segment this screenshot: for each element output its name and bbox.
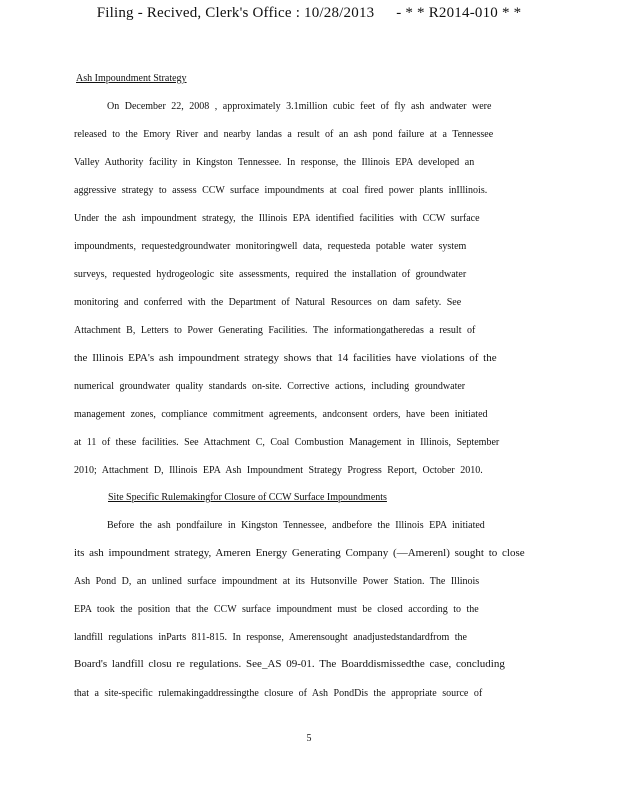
paragraph-line: released to the Emory River and nearby landas a result of an ash pond failure at a Tennessee	[74, 129, 494, 140]
paragraph-line: 2010; Attachment D, Illinois EPA Ash Impoundment Strategy Progress Report, October 2010.	[74, 465, 483, 476]
paragraph-line: its ash impoundment strategy, Ameren Energy Generating Company (—Amerenl) sought to close	[74, 547, 525, 559]
paragraph-line: surveys, requested hydrogeologic site assessments, required the installation of groundwater	[74, 269, 467, 280]
paragraph-line: management zones, compliance commitment agreements, andconsent orders, have been initiated	[74, 409, 488, 420]
paragraph-line: impoundments, requestedgroundwater monitoringwell data, requesteda potable water system	[74, 241, 467, 252]
paragraph-line: EPA took the position that the CCW surface impoundment must be closed according to the	[74, 604, 479, 615]
section-heading-site-specific-rulemaking: Site Specific Rulemakingfor Closure of CCW Surface Impoundments	[108, 492, 387, 503]
paragraph-line: at 11 of these facilities. See Attachment C, Coal Combustion Management in Illinois, September	[74, 437, 500, 448]
paragraph-line: Before the ash pondfailure in Kingston Tennessee, andbefore the Illinois EPA initiated	[107, 520, 485, 531]
paragraph-line: that a site-specific rulemakingaddressingthe closure of Ash PondDis the appropriate source of	[74, 688, 483, 699]
paragraph-line: Board's landfill closu re regulations. See_AS 09-01. The Boarddismissedthe case, concluding	[74, 658, 505, 670]
paragraph-line: the Illinois EPA's ash impoundment strategy shows that 14 facilities have violations of the	[74, 352, 497, 364]
filing-header	[0, 5, 618, 22]
paragraph-line: Attachment B, Letters to Power Generating Facilities. The informationgatheredas a result of	[74, 325, 476, 336]
paragraph-line: On December 22, 2008 , approximately 3.1million cubic feet of fly ash andwater were	[107, 101, 492, 112]
paragraph-line: numerical groundwater quality standards on-site. Corrective actions, including groundwater	[74, 381, 466, 392]
paragraph-line: aggressive strategy to assess CCW surface impoundments at coal fired power plants inIllinois.	[74, 185, 488, 196]
filing-stamp: Filing - Recived, Clerk's Office : 10/28/2013	[96, 5, 375, 21]
docket-number: - * * R2014-010 * *	[396, 5, 522, 21]
page-number: 5	[306, 733, 312, 744]
paragraph-line: Under the ash impoundment strategy, the Illinois EPA identified facilities with CCW surface	[74, 213, 480, 224]
section-heading-ash-impoundment: Ash Impoundment Strategy	[76, 73, 187, 84]
paragraph-line: Valley Authority facility in Kingston Tennessee. In response, the Illinois EPA developed an	[74, 157, 475, 168]
paragraph-line: monitoring and conferred with the Department of Natural Resources on dam safety. See	[74, 297, 462, 308]
paragraph-line: Ash Pond D, an unlined surface impoundment at its Hutsonville Power Station. The Illinois	[74, 576, 480, 587]
paragraph-line: landfill regulations inParts 811-815. In response, Amerensought anadjustedstandardfrom the	[74, 632, 467, 643]
